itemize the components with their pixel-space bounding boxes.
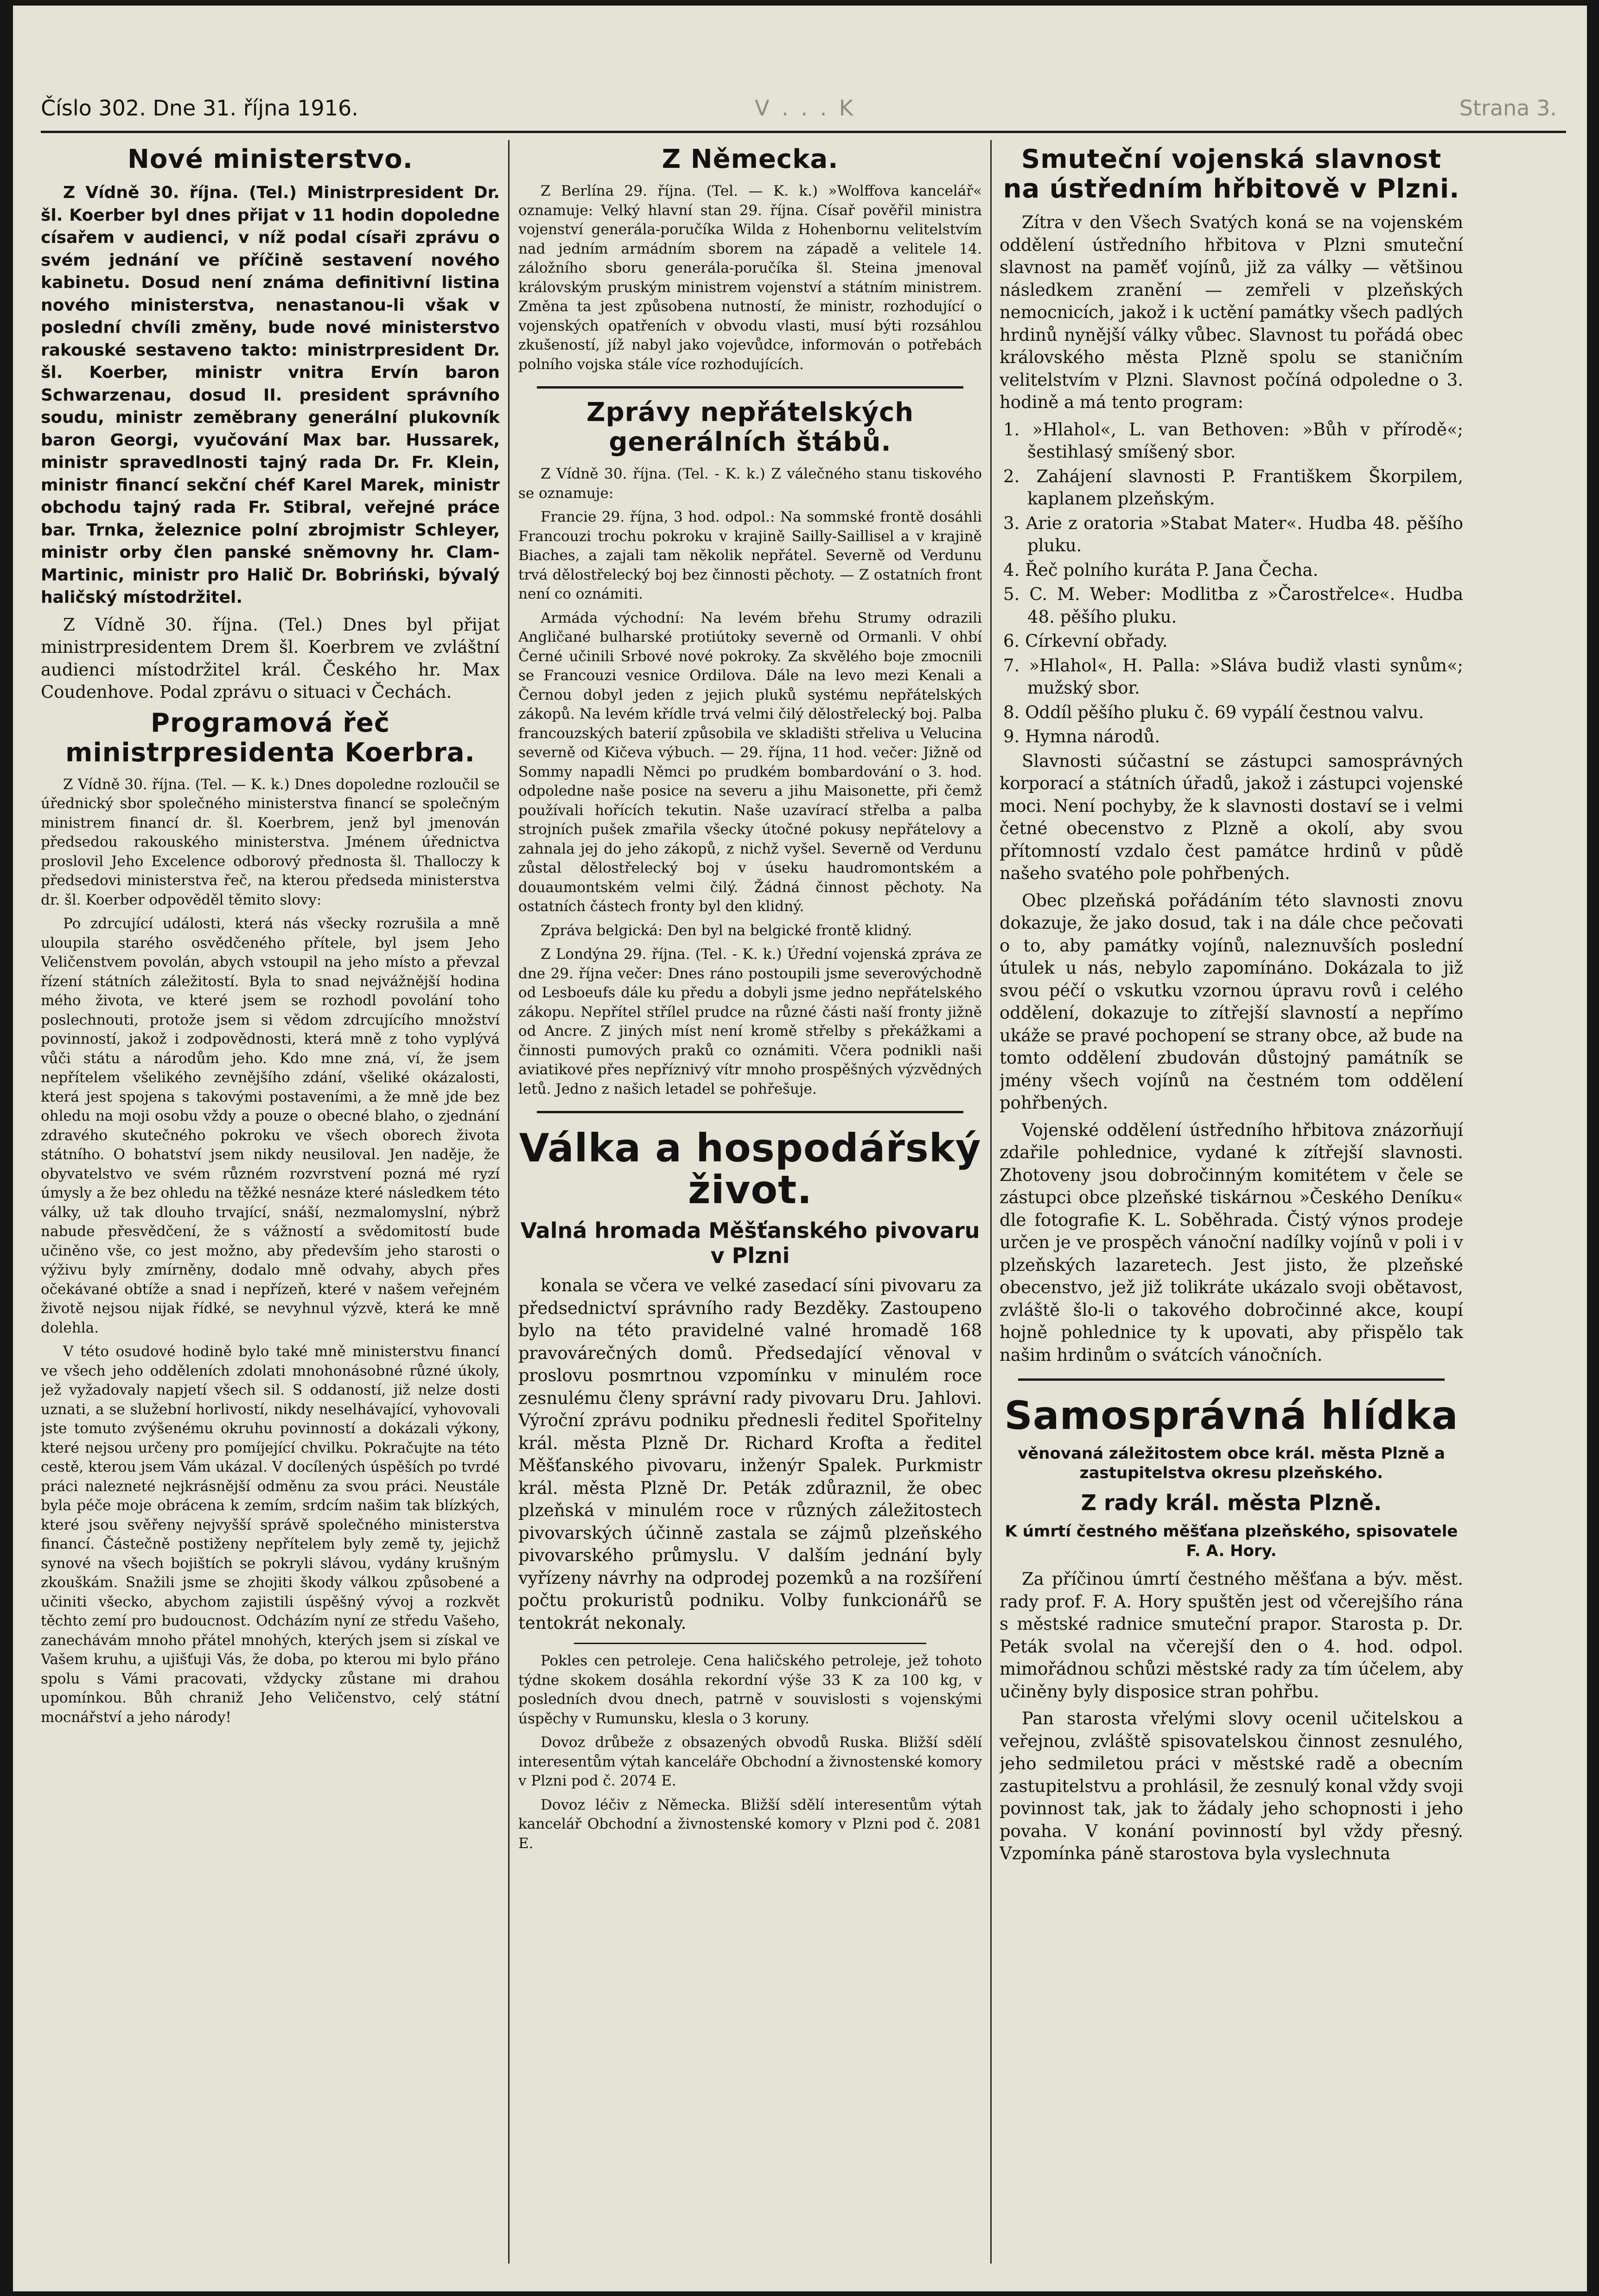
- newspaper-page: [13, 6, 1587, 2291]
- article-paragraph: Z Vídně 30. října. (Tel.) Dnes byl přijat ministrpresidentem Drem šl. Koerbrem ve zvláštní audienci místodržitel král. Českého hr. Max Coudenhove. Podal zprávu o situaci v Čechách.: [41, 614, 500, 702]
- article-paragraph: Vojenské oddělení ústředního hřbitova znázorňují zdařile pohlednice, vydané k zítřejší slavnosti. Zhotoveny jsou dobročinným komitétem v čele se zástupci obce plzeňské tiskárnou »Českého Deníku« dle fotografie K. L. Soběhrada. Čistý výnos prodeje určen je ve prospěch vánoční nadílky vojínů v poli i v plzeňských lazaretech. Jest jisto, že plzeňské obecenstvo, jež již tolikráte ukázalo svoji obětavost, zvláště šlo-li o takového dobročinné akce, koupí hojně pohlednice ty k upovati, aby přispělo tak našim hrdinům o svátcích vánočních.: [1000, 1120, 1463, 1365]
- article-paragraph: Z Berlína 29. října. (Tel. — K. k.) »Wolffova kancelář« oznamuje: Velký hlavní stan 29. října. Císař pověřil ministra vojenství generála-poručíka Wilda z Hohenbornu velitelstvím nad jedním armádním sborem na západě a velitele 14. záložního sboru generála-poručíka šl. Steina jmenoval královským pruským ministrem vojenství a státním ministrem. Změna ta jest způsobena nutností, že ministr, rozhodující o vojenských opatřeních v obvodu vlasti, musí býti rozsáhlou zkušeností, jíž nabyl jako vojevůdce, informován o potřebách polního vojska stále více rozhodujících.: [518, 183, 982, 373]
- column-rule: [990, 140, 992, 2264]
- article-paragraph: Armáda východní: Na levém břehu Strumy odrazili Angličané bulharské protiútoky severně od Ormanli. V ohbí Černé učinili Srbové nové pokroky. Za skvělého boje zmocnili se Francouzi vesnice Ordilova. Dále na levo mezi Kenali a Černou dobyl jeden z jejich pluků systému nepřátelských zákopů. Na levém křídle trvá velmi čilý dělostřelecký boj. Palba francouzských baterií způsobila ve skladišti střeliva u Velucina severně od Kičeva výbuch. — 29. října, 11 hod. večer: Jižně od Sommy napadli Němci po prudkém bombardování o 3. hod. odpoledne naše posice na severu a jihu Maisonette, při čemž používali hořících tekutin. Naše uzavírací střelba a palba strojních pušek zmařila všecky útočné pokusy nepřátelovy a zahnala jej do jeho zákopů, z nichž vyšel. Severně od Verdunu zůstal dělostřelecký boj v úseku haudromontském a douaumontském velmi čilý. Žádná činnost pěchoty. Na ostatních částech fronty byl den klidný.: [518, 609, 982, 915]
- program-item: 1. »Hlahol«, L. van Bethoven: »Bůh v přírodě«; šestihlasý smíšený sbor.: [1003, 419, 1463, 462]
- column-rule: [508, 140, 510, 2264]
- issue-date: Číslo 302. Dne 31. října 1916.: [41, 96, 358, 121]
- headline: Zprávy nepřátelských generálních štábů.: [586, 397, 914, 457]
- news-brief: Dovoz léčiv z Německa. Bližší sdělí interesentům výtah kancelář Obchodní a živnostenské komory v Plzni pod č. 2081 E.: [518, 1796, 982, 1852]
- article-paragraph: Za příčinou úmrtí čestného měšťana a býv. měst. rady prof. F. A. Hory spuštěn jest od včerejšího rána s městské radnice smuteční prapor. Starosta p. Dr. Peták svolal na včerejší den o 4. hod. odpol. mimořádnou schůzi městské rady za tím účelem, aby učiněny byly disposice stran pohřbu.: [1000, 1569, 1463, 1702]
- article-subtitle: K úmrtí čestného měšťana plzeňského, spisovatele F. A. Hory.: [1005, 1522, 1458, 1560]
- news-brief: Pokles cen petroleje. Cena haličského petroleje, jež tohoto týdne skokem dosáhla rekordní výše 33 K za 100 kg, v posledních dvou dnech, patrně v souvislosti s vojenskými úspěchy v Rumunsku, klesla o 3 koruny.: [518, 1652, 982, 1727]
- section-divider: [537, 1111, 963, 1113]
- article-paragraph: Z Vídně 30. října. (Tel.) Ministrpresident Dr. šl. Koerber byl dnes přijat v 11 hodin dopoledne císařem v audienci, v níž podal císaři zprávu o svém jednání ve příčině sestavení nového kabinetu. Dosud není známa definitivní listina nového ministerstva, nenastanou-li však v poslední chvíli změny, bude nové ministerstvo rakouské sestaveno takto: ministrpresident Dr. šl. Koerber, ministr vnitra Ervín baron Schwarzenau, dosud II. president správního soudu, ministr zeměbrany generální plukovník baron Georgi, vyučování Max bar. Hussarek, ministr spravedlnosti tajný rada Dr. Fr. Klein, ministr financí sekční chéf Karel Marek, ministr obchodu tajný rada Fr. Stibral, veřejné práce bar. Trnka, železnice polní zbrojmistr Schleyer, ministr orby člen panské sněmovny hr. Clam-Martinic, ministr pro Halič Dr. Bobriński, bývalý haličský místodržitel.: [41, 183, 500, 607]
- program-item: 6. Církevní obřady.: [1003, 631, 1168, 651]
- headline: Z Německa.: [662, 144, 839, 174]
- masthead: [41, 84, 1566, 133]
- masthead-title: V . . . K: [755, 96, 856, 121]
- column-1: [41, 140, 500, 2264]
- section-headline: Samosprávná hlídka: [1004, 1393, 1459, 1438]
- column-3: [1000, 140, 1463, 2264]
- program-item: 8. Oddíl pěšího pluku č. 69 vypálí čestnou valvu.: [1003, 702, 1424, 722]
- program-item: 3. Arie z oratoria »Stabat Mater«. Hudba 48. pěšího pluku.: [1003, 513, 1463, 555]
- headline: Z rady král. města Plzně.: [1081, 1490, 1382, 1515]
- program-item: 2. Zahájení slavnosti P. Františkem Škorpilem, kaplanem plzeňským.: [1003, 466, 1463, 509]
- headline: Programová řeč ministrpresidenta Koerbra.: [65, 708, 475, 768]
- article-paragraph: Obec plzeňská pořádáním této slavnosti znovu dokazuje, že jako dosud, tak i na dále chce pečovati o to, aby památky vojínů, naleznuvších poslední útulek u nás, nebylo zapomínáno. Dokázala to již svou péčí o vskutku vzornou úpravu rovů i celého oddělení, dokazuje to zítřejší slavností a nepřímo ukáže se pravé pochopení se strany obce, až bude na tomto oddělení zbudován důstojný památník se jmény všech vojínů na čestném tom oddělení pohřbených.: [1000, 890, 1463, 1113]
- column-2: [518, 140, 982, 2264]
- headline: Valná hromada Měšťanského pivovaru v Plzni: [520, 1218, 980, 1268]
- article-paragraph: V této osudové hodině bylo také mně ministerstvu financí ve všech jeho odděleních zdolati mnohonásobné různé úkoly, jež vyžadovaly napjetí všech sil. S oddaností, již nelze dosti uznati, a se služební horlivostí, nikdy neselhávající, vyhovovali jste tomuto zvýšenému okruhu povinností a dokázali výkony, které nejsou určeny pro pomíjející chvilku. Pokračujte na této cestě, kterou jsem Vám ukázal. V docílených úspěších po tvrdé práci nalezneté nejkrásnější odměnu za svou práci. Neustále byla péče moje obrácena k zemím, srdcím našim tak blízkých, které jsou svěřeny nejvyšší správě společného ministerstva financí. Částečně postiženy nepřítelem byly země ty, jejichž synové na všech bojištích se pokryli slávou, vydány krušným zkouškám. Snažili jsme se zhojiti škody válkou způsobené a učiniti všecko, abychom zajistili úspěšný vývoj a rozkvět těchto zemí pro budoucnost. Odcházím nyní ze středu Vašeho, zanechávám mnoho přátel mnohých, kterých jsem si získal ve Vašem kruhu, a ujišťuji Vás, že doba, po kterou mi bylo přáno spolu s Vámi pracovati, vždycky zůstane mi drahou upomínkou. Bůh chraniž Jeho Veličenstvo, celý státní mocnářství a jeho národy!: [41, 1343, 500, 1726]
- page-number: Strana 3.: [1459, 96, 1557, 121]
- article-paragraph: Z Vídně 30. října. (Tel. — K. k.) Dnes dopoledne rozloučil se úřednický sbor společného ministerstva financí se společným ministrem financí dr. šl. Koerbrem, jenž byl jmenován předsedou rakouského ministerstva. Jménem úřednictva proslovil Jeho Excelence odborový přednosta šl. Thalloczy k předsedovi ministerstva řeč, na kterou předseda ministerstva dr. šl. Koerber odpověděl těmito slovy:: [41, 776, 500, 908]
- article-paragraph: Z Londýna 29. října. (Tel. - K. k.) Úřední vojenská zpráva ze dne 29. října večer: Dnes ráno postoupili jsme severovýchodně od Lesboeufs dále ku předu a dobyli jsme jedno nepřátelského zákopu. Nepřítel střílel prudce na různé části naší fronty jižně od Ancre. Z jiných míst není kromě střelby s překážkami a činnosti pumových praků co oznámiti. Včera podnikli naši aviatikové přes nepříznivý vítr mnoho prospěšných výzvědných letů. Jedno z našich letadel se pohřešuje.: [518, 946, 982, 1097]
- headline: Nové ministerstvo.: [127, 144, 413, 174]
- section-divider: [537, 386, 963, 389]
- section-headline: Válka a hospodářský život.: [519, 1125, 981, 1212]
- article-paragraph: Zpráva belgická: Den byl na belgické frontě klidný.: [541, 922, 912, 939]
- article-paragraph: Pan starosta vřelými slovy ocenil učitelskou a veřejnou, zvláště spisovatelskou činnost zesnulého, jeho sedmiletou práci v městské radě a obecním zastupitelstvu a prohlásil, že zesnulý konal vždy svoji povinnost tak, jak to žádaly jeho schopnosti i jeho povaha. V konání povinností byl vždy přesný. Vzpomínka páně starostova byla vyslechnuta: [1000, 1709, 1463, 1863]
- program-item: 7. »Hlahol«, H. Palla: »Sláva budiž vlasti synům«; mužský sbor.: [1003, 655, 1463, 698]
- article-paragraph: konala se včera ve velké zasedací síni pivovaru za předsednictví správního rady Bezděky. Zastoupeno bylo na této pravidelné valné hromadě 168 pravovárečných domů. Předsedající věnoval v proslovu posmrtnou vzpomínku v minulém roce zesnulému členy správní rady pivovaru Dru. Jahlovi. Výroční zprávu podniku přednesli ředitel Spořitelny král. města Plzně Dr. Richard Krofta a ředitel Měšťanského pivovaru, inženýr Spalek. Purkmistr král. města Plzně Dr. Peták zdůraznil, že obec plzeňská v minulém roce v různých záležitostech pivovarských účinně zastala se zájmů plzeňského pivovarského průmyslu. V dalším jednání byly vyřízeny návrhy na odprodej pozemků a na rozšíření počtu prokuristů podniku. Volby funkcionářů se tentokrát nekonaly.: [518, 1276, 982, 1633]
- article-paragraph: Zítra v den Všech Svatých koná se na vojenském oddělení ústředního hřbitova v Plzni smuteční slavnost na paměť vojínů, již za války — většinou následkem zranění — zemřeli v plzeňských nemocnicích, jakož i k uctění památky všech padlých hrdinů nynější války vůbec. Slavnost tu pořádá obec královského města Plzně spolu se staničním velitelstvím v Plzni. Slavnost počíná odpoledne o 3. hodině a má tento program:: [1000, 212, 1463, 412]
- news-brief: Dovoz drůbeže z obsazených obvodů Ruska. Bližší sdělí interesentům výtah kanceláře Obchodní a živnostenské komory v Plzni pod č. 2074 E.: [518, 1734, 982, 1789]
- program-list: [1000, 419, 1463, 748]
- article-paragraph: Po zdrcující události, která nás všecky rozrušila a mně uloupila starého osvědčeného přítele, byl jsem Jeho Veličenstvem povolán, abych vstoupil na jeho místo a převzal řízení státních záležitostí. Byla to snad nejvážnější hodina mého života, ve které jsem se rozhodl povolání toho poslechnouti, protože jsem si vědom zdrcujícího množství povinností, jakož i zodpovědnosti, která mně z toho vyplývá vůči státu a národům jeho. Kdo mne zná, ví, že jsem nepřítelem všelikého zevnějšího zdání, všeliké okázalosti, která jest spojena s takovými postaveními, a že mně jde bez ohledu na moji osobu vždy a pouze o obecné blaho, o zjednání zdravého skutečného pokroku ve všech oborech života státního. O bohatství jsem nikdy neusiloval. Jen naděje, že obyvatelstvo ve svém různém rozvrstvení pozná mé ryzí úmysly a že bez ohledu na těžké nesnáze které následkem této války, už tak dlouho trvající, snáší, nezmalomyslní, nýbrž nabude přesvědčení, že s vážností a svědomitostí bude učiněno vše, co jest možno, aby především jeho starosti o výživu byly zmírněny, dodalo mně odvahy, abych přes očekávané obtíže a snad i nepřízeň, které v našem veřejném životě nejsou nijak řídké, se nevyhnul výzvě, která ke mně dolehla.: [41, 915, 500, 1336]
- article-paragraph: Francie 29. října, 3 hod. odpol.: Na sommské frontě dosáhli Francouzi trochu pokroku v krajině Sailly-Saillisel a v krajině Biaches, a zajali tam několik nepřátel. Severně od Verdunu trvá dělostřelecký boj bez činnosti pěchoty. — Z ostatních front není co oznámiti.: [518, 509, 982, 602]
- article-paragraph: Z Vídně 30. října. (Tel. - K. k.) Z válečného stanu tiskového se oznamuje:: [518, 466, 982, 502]
- section-divider: [574, 1643, 926, 1644]
- article-paragraph: Slavnosti súčastní se zástupci samosprávných korporací a státních úřadů, jakož i zástupci vojenské moci. Není pochyby, že k slavnosti dostaví se i velmi četné obecenstvo z Plzně a okolí, aby svou přítomností vzdalo čest památce hrdinů v půdě našeho svatého pole pohřbených.: [1000, 751, 1463, 883]
- program-item: 9. Hymna národů.: [1003, 727, 1160, 746]
- program-item: 5. C. M. Weber: Modlitba z »Čarostřelce«. Hudba 48. pěšího pluku.: [1003, 584, 1463, 627]
- program-item: 4. Řeč polního kuráta P. Jana Čecha.: [1003, 560, 1319, 580]
- section-divider: [1018, 1378, 1445, 1381]
- section-subtitle: věnovaná záležitostem obce král. města Plzně a zastupitelstva okresu plzeňského.: [1018, 1444, 1445, 1482]
- headline: Smuteční vojenská slavnost na ústředním hřbitově v Plzni.: [1003, 144, 1460, 204]
